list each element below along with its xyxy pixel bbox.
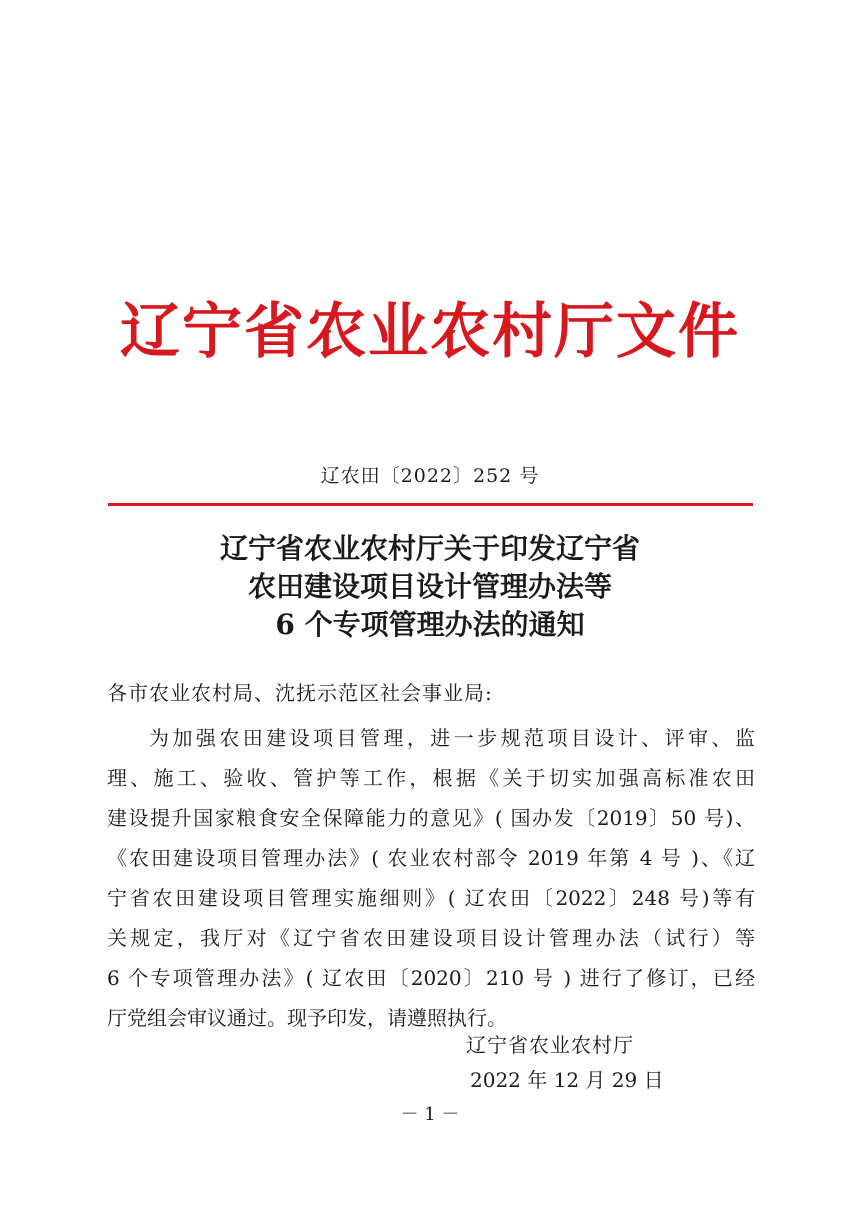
body-line: 为加强农田建设项目管理，进一步规范项目设计、评审、监: [149, 726, 755, 750]
document-masthead: 辽宁省农业农村厅文件: [120, 297, 740, 367]
body-line: 宁省农田建设项目管理实施细则》( 辽农田〔2022〕248 号)等有: [107, 886, 755, 910]
red-separator-line: [108, 503, 753, 506]
body-line: 理、施工、验收、管护等工作，根据《关于切实加强高标准农田: [107, 766, 755, 790]
body-line: 建设提升国家粮食安全保障能力的意见》( 国办发〔2019〕50 号)、: [107, 806, 755, 830]
document-number: 辽农田〔2022〕252 号: [320, 465, 540, 487]
title-line-2: 农田建设项目设计管理办法等: [247, 570, 612, 603]
title-line-1: 辽宁省农业农村厅关于印发辽宁省: [219, 532, 640, 565]
body-line: 厅党组会审议通过。现予印发，请遵照执行。: [107, 1006, 507, 1030]
body-paragraph: [107, 718, 755, 1038]
signature-organization: 辽宁省农业农村厅: [466, 1033, 634, 1057]
body-line: 关规定，我厅对《辽宁省农田建设项目设计管理办法（试行）等: [107, 926, 755, 950]
addressee: 各市农业农村局、沈抚示范区社会事业局:: [107, 681, 493, 705]
document-title: [0, 530, 860, 644]
body-line: 6 个专项管理办法》( 辽农田〔2020〕210 号 ) 进行了修订，已经: [107, 966, 755, 990]
signature-date: 2022 年 12 月 29 日: [470, 1068, 664, 1092]
title-line-3: 6 个专项管理办法的通知: [275, 608, 585, 641]
body-line: 《农田建设项目管理办法》( 农业农村部令 2019 年第 4 号 )、《辽: [107, 846, 755, 870]
page-number: － 1 －: [400, 1104, 460, 1125]
